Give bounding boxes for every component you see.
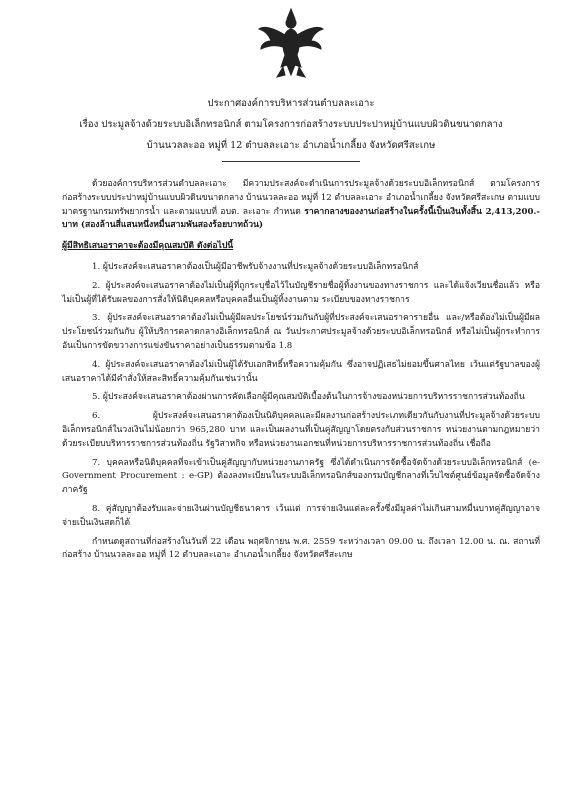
list-item: 7. บุคคลหรือนิติบุคคลที่จะเข้าเป็นคู่สัญญากับหน่วยงานภาครัฐ ซึ่งได้ดำเนินการจัดซื้อจัดจ้างด้วยระบบอิเล็กทรอนิกส์ (e-Government Procurement : e-GP) ต้องลงทะเบียนในระบบอิเล็กทรอนิกส์ของกรมบัญชีกลางที่เว็บไซต์ศูนย์ข้อมูลจัดซื้อจัดจ้างภาครัฐ xyxy=(62,457,540,496)
list-item: 2. ผู้ประสงค์จะเสนอราคาต้องไม่เป็นผู้ที่ถูกระบุชื่อไว้ในบัญชีรายชื่อผู้ทิ้งงานของทางราชการ และได้แจ้งเวียนชื่อแล้ว หรือไม่เป็นผู้ที่ได้รับผลของการสั่งให้นิติบุคคลหรือบุคคลอื่นเป็นผู้ทิ้งงานตาม ระเบียบของทางราชการ xyxy=(62,280,540,305)
qualification-list xyxy=(62,261,540,531)
closing-paragraph: กำหนดดูสถานที่ก่อสร้างในวันที่ 22 เดือน พฤศจิกายน พ.ศ. 2559 ระหว่างเวลา 09.00 น. ถึงเวลา 12.00 น. ณ. สถานที่ก่อสร้าง บ้านนวลละออ หมู่ที่ 12 ตำบลละเอาะ อำเภอน้ำเกลี้ยง จังหวัดศรีสะเกษ xyxy=(62,536,540,561)
list-item: 6. ผู้ประสงค์จะเสนอราคาต้องเป็นนิติบุคคลและมีผลงานก่อสร้างประเภทเดียวกันกับงานที่ประมูลจ้างด้วยระบบอิเล็กทรอนิกส์ในวงเงินไม่น้อยกว่า 965,280 บาท และเป็นผลงานที่เป็นคู่สัญญาโดยตรงกับส่วนราชการ หน่วยงานตามกฎหมายว่าด้วยระเบียบบริหารราชการส่วนท้องถิ่น รัฐวิสาหกิจ หรือหน่วยงานเอกชนที่หน่วยการบริหารราชการส่วนท้องถิ่น เชื่อถือ xyxy=(62,411,540,449)
announcement-subject: เรื่อง ประมูลจ้างด้วยระบบอิเล็กทรอนิกส์ ตามโครงการก่อสร้างระบบประปาหมู่บ้านแบบผิวดินขนาดกลาง xyxy=(79,119,503,130)
list-item: 5. ผู้ประสงค์จะเสนอราคาต้องผ่านการคัดเลือกผู้มีคุณสมบัติเบื้องต้นในการจ้างของหน่วยการบริหารราชการส่วนท้องถิ่น xyxy=(92,392,525,403)
price-text: ราคากลางของงานก่อสร้างในครั้งนี้เป็นเงินทั้งสิ้น 2,413,200.- บาท (สองล้านสี่แสนหนึ่งหมื่นสามพันสองร้อยบาทถ้วน) xyxy=(62,206,540,231)
announcement-location: บ้านนวลละออ หมู่ที่ 12 ตำบลละเอาะ อำเภอน้ำเกลี้ยง จังหวัดศรีสะเกษ xyxy=(146,140,436,151)
list-item: 4. ผู้ประสงค์จะเสนอราคาต้องไม่เป็นผู้ได้รับเอกสิทธิ์หรือความคุ้มกัน ซึ่งอาจปฏิเสธไม่ยอมขึ้นศาลไทย เว้นแต่รัฐบาลของผู้เสนอราคาได้มีคำสั่งให้สละสิทธิ์ความคุ้มกันเช่นว่านั้น xyxy=(62,359,540,384)
garuda-emblem-icon xyxy=(257,5,325,81)
intro-text: ด้วยองค์การบริหารส่วนตำบลละเอาะ มีความประสงค์จะดำเนินการประมูลจ้างด้วยระบบอิเล็กทรอนิกส์ ตามโครงการก่อสร้างระบบประปาหมู่บ้านแบบผิวดินขนาดกลาง บ้านนวลละออ หมู่ที่ 12 ตำบลละเอาะ อำเภอน้ำเกลี้ยง จังหวัดศรีสะเกษ ตามแบบมาตรฐานกรมทรัพยากรน้ำ และตามแบบที่ อบต. ละเอาะ กำหนด xyxy=(62,179,540,217)
qualification-title: ผู้มีสิทธิเสนอราคาจะต้องมีคุณสมบัติ ดังต่อไปนี้ xyxy=(62,241,234,252)
list-item: 8. คู่สัญญาต้องรับและจ่ายเงินผ่านบัญชีธนาคาร เว้นแต่ การจ่ายเงินแต่ละครั้งซึ่งมีมูลค่าไม่เกินสามหมื่นบาทคู่สัญญาอาจจ่ายเป็นเงินสดก็ได้ xyxy=(62,503,540,528)
list-item: 1. ผู้ประสงค์จะเสนอราคาต้องเป็นผู้มีอาชีพรับจ้างงานที่ประมูลจ้างด้วยระบบอิเล็กทรอนิกส์ xyxy=(92,261,419,272)
intro-paragraph xyxy=(62,178,540,233)
header-divider xyxy=(222,161,360,162)
list-item: 3. ผู้ประสงค์จะเสนอราคาต้องไม่เป็นผู้มีผลประโยชน์ร่วมกันกับผู้ที่ประสงค์จะเสนอราคารายอื่น และ/หรือต้องไม่เป็นผู้มีผลประโยชน์ร่วมกันกับ ผู้ให้บริการตลาดกลางอิเล็กทรอนิกส์ ณ วันประกาศประมูลจ้างด้วยระบบอิเล็กทรอนิกส์ หรือไม่เป็นผู้กระทำการอันเป็นการขัดขวางการแข่งขันราคาอย่างเป็นธรรมตามข้อ 1.8 xyxy=(62,313,540,351)
announcement-org: ประกาศองค์การบริหารส่วนตำบลละเอาะ xyxy=(207,98,375,109)
announcement-body xyxy=(62,178,540,570)
